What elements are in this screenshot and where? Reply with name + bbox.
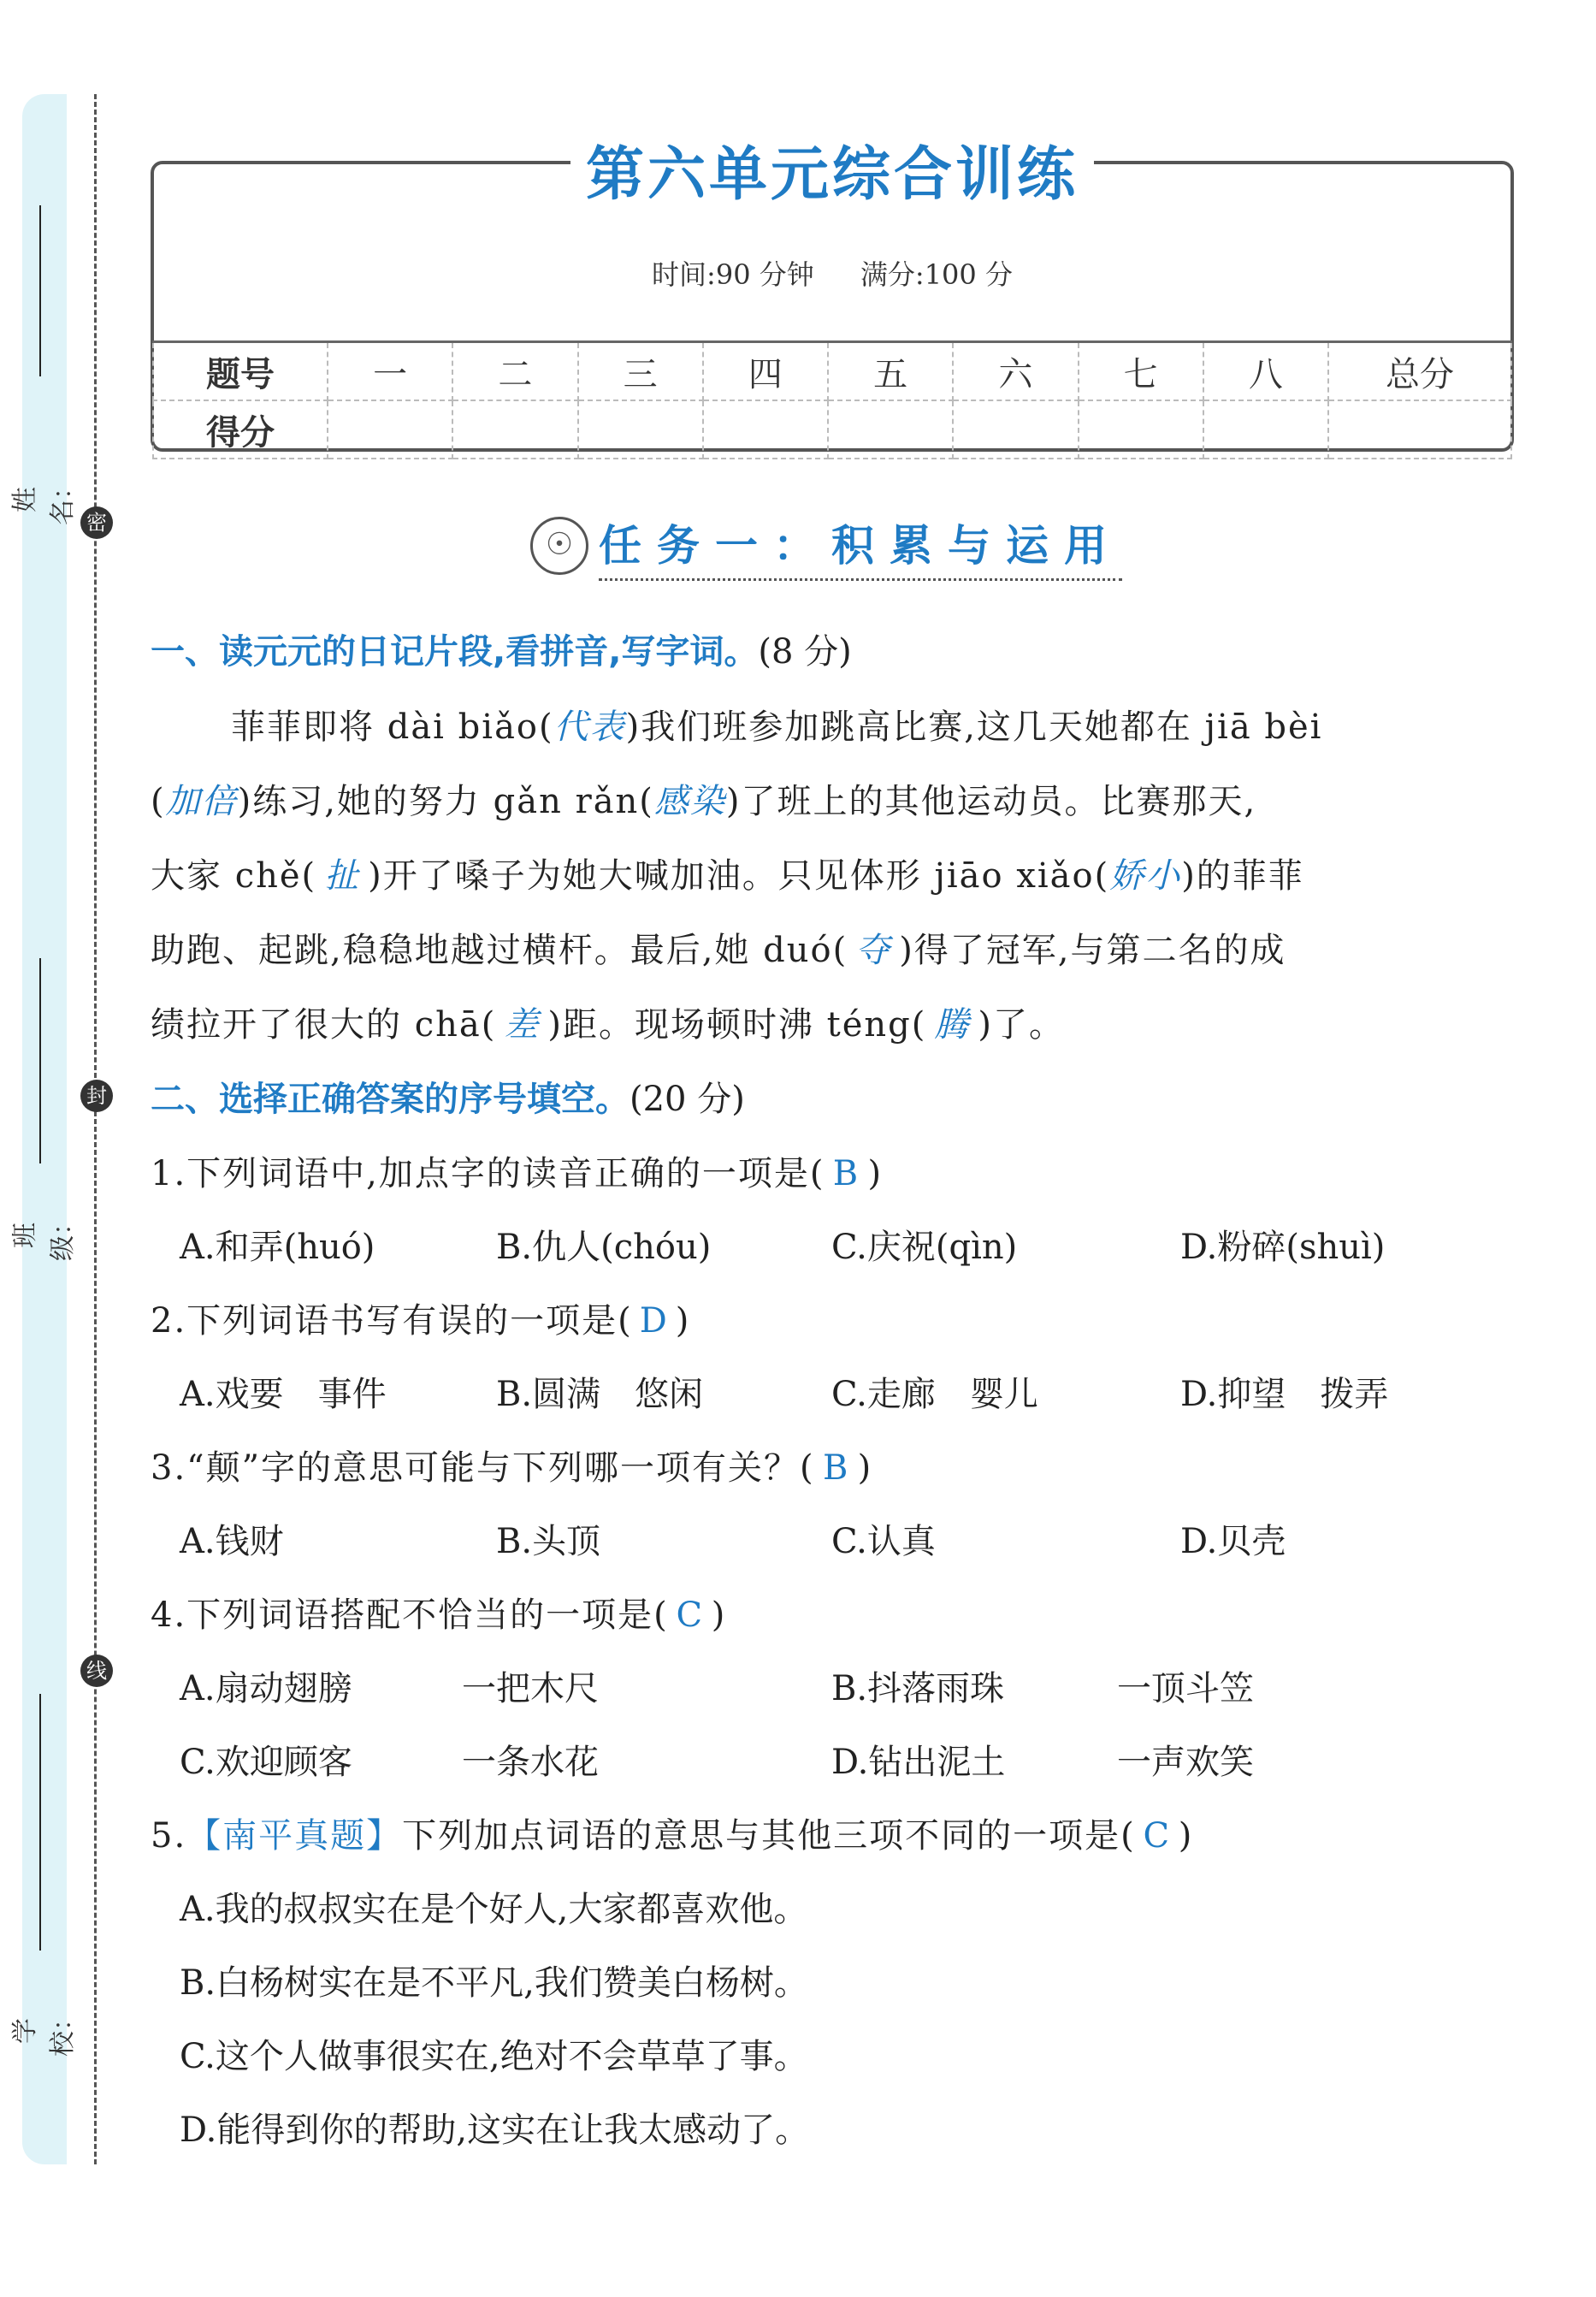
- q4-option-a: A.扇动翅膀: [180, 1669, 352, 1708]
- q2-option-a: A.戏要 事件: [180, 1375, 387, 1414]
- class-label: 班级：: [10, 1210, 78, 1261]
- full-score: 满分:100 分: [860, 258, 1013, 291]
- score-input-cell[interactable]: [828, 400, 953, 459]
- task-title: 任务一：积累与运用: [599, 512, 1122, 581]
- time-limit: 时间:90 分钟: [652, 258, 814, 291]
- answer-text: 加倍: [165, 782, 238, 821]
- table-cell: 三: [578, 342, 703, 401]
- q1-option-a: A.和弄(huó): [180, 1228, 375, 1267]
- q2-option-c: C.走廊 婴儿: [831, 1375, 1038, 1414]
- name-label: 姓名：: [10, 474, 78, 525]
- score-input-cell[interactable]: [953, 400, 1078, 459]
- q4-option-b: B.抖落雨珠: [831, 1669, 1005, 1708]
- q4-option-d2: 一声欢笑: [1117, 1743, 1254, 1782]
- section1-heading: 一、读元元的日记片段,看拼音,写字词。(8 分): [151, 632, 852, 672]
- q2-option-d: D.抑望 拨弄: [1180, 1375, 1389, 1414]
- s1-line-2: (加倍)练习,她的努力 gǎn rǎn(感染)了班上的其他运动员。比赛那天,: [151, 774, 1256, 823]
- margin-strip: [22, 94, 67, 2164]
- class-line: [39, 958, 41, 1163]
- score-table-header-row: [153, 342, 1511, 401]
- score-table-score-row: [153, 400, 1511, 459]
- q3-stem: 3.“颠”字的意思可能与下列哪一项有关？( B ): [151, 1448, 873, 1488]
- q1-option-d: D.粉碎(shuì): [1180, 1228, 1386, 1267]
- seal-mi: 密: [80, 506, 113, 539]
- score-input-cell[interactable]: [703, 400, 828, 459]
- score-input-cell[interactable]: [578, 400, 703, 459]
- answer-text: 感染: [653, 782, 726, 821]
- table-cell: 八: [1203, 342, 1328, 401]
- answer-text: B: [822, 1448, 850, 1488]
- score-input-cell[interactable]: [1203, 400, 1328, 459]
- q5-option-b: B.白杨树实在是不平凡,我们赞美白杨树。: [180, 1963, 808, 2003]
- q3-option-c: C.认真: [831, 1522, 936, 1561]
- q5-stem: 5.【南平真题】下列加点词语的意思与其他三项不同的一项是( C ): [151, 1816, 1194, 1856]
- q1-option-c: C.庆祝(qìn): [831, 1228, 1018, 1267]
- q4-option-b2: 一顶斗笠: [1117, 1669, 1254, 1708]
- cut-line: [94, 94, 97, 2164]
- answer-text: C: [1143, 1816, 1172, 1856]
- q4-option-a2: 一把木尺: [462, 1669, 599, 1708]
- q2-option-b: B.圆满 悠闲: [496, 1375, 704, 1414]
- table-cell: 题号: [153, 342, 328, 401]
- q4-option-c2: 一条水花: [462, 1743, 599, 1782]
- table-cell: 七: [1079, 342, 1203, 401]
- q5-option-c: C.这个人做事很实在,绝对不会草草了事。: [180, 2037, 808, 2076]
- q5-option-d: D.能得到你的帮助,这实在让我太感动了。: [180, 2111, 810, 2150]
- answer-text: 扯: [324, 856, 361, 896]
- score-input-cell[interactable]: [1079, 400, 1203, 459]
- school-line: [39, 1694, 41, 1951]
- answer-text: 夺: [855, 931, 892, 970]
- q4-option-d: D.钻出泥土: [831, 1743, 1006, 1782]
- time-info: [0, 253, 1596, 293]
- q5-option-a: A.我的叔叔实在是个好人,大家都喜欢他。: [180, 1890, 808, 1929]
- q4-option-c: C.欢迎顾客: [180, 1743, 352, 1782]
- q3-option-b: B.头顶: [496, 1522, 601, 1561]
- answer-text: B: [832, 1154, 860, 1193]
- table-cell: 四: [703, 342, 828, 401]
- answer-text: D: [639, 1301, 669, 1341]
- answer-text: 腾: [934, 1005, 971, 1045]
- q1-stem: 1.下列词语中,加点字的读音正确的一项是( B ): [151, 1154, 884, 1193]
- task-heading: [530, 512, 1122, 580]
- q3-option-d: D.贝壳: [1180, 1522, 1286, 1561]
- table-cell: 六: [953, 342, 1078, 401]
- seal-xian: 线: [80, 1655, 113, 1687]
- table-cell: 二: [452, 342, 577, 401]
- page-title: 第六单元综合训练: [0, 128, 1596, 211]
- s1-line-3: 大家 chě( 扯 )开了嗓子为她大喊加油。只见体形 jiāo xiǎo(娇小)的菲菲: [151, 849, 1304, 897]
- table-cell: 总分: [1328, 342, 1511, 401]
- answer-text: 娇小: [1109, 856, 1182, 896]
- table-cell: 得分: [153, 400, 328, 459]
- score-input-cell[interactable]: [452, 400, 577, 459]
- score-table: [152, 340, 1512, 459]
- q2-stem: 2.下列词语书写有误的一项是( D ): [151, 1301, 691, 1341]
- s1-line-4: 助跑、起跳,稳稳地越过横杆。最后,她 duó( 夺 )得了冠军,与第二名的成: [151, 923, 1286, 972]
- score-input-cell[interactable]: [328, 400, 452, 459]
- q4-stem: 4.下列词语搭配不恰当的一项是( C ): [151, 1595, 727, 1635]
- score-input-cell[interactable]: [1328, 400, 1511, 459]
- section2-heading: 二、选择正确答案的序号填空。(20 分): [151, 1080, 745, 1119]
- q3-option-a: A.钱财: [180, 1522, 284, 1561]
- answer-text: 代表: [553, 707, 626, 747]
- table-cell: 五: [828, 342, 953, 401]
- s1-line-5: 绩拉开了很大的 chā( 差 )距。现场顿时沸 téng( 腾 )了。: [151, 998, 1065, 1046]
- table-cell: 一: [328, 342, 452, 401]
- source-tag: 【南平真题】: [186, 1816, 403, 1856]
- school-label: 学校：: [10, 2005, 78, 2057]
- telescope-icon: ☉: [530, 517, 588, 575]
- q1-option-b: B.仇人(chóu): [496, 1228, 712, 1267]
- s1-line-1: 菲菲即将 dài biǎo(代表)我们班参加跳高比赛,这几天她都在 jiā bèi: [231, 700, 1322, 749]
- answer-text: C: [676, 1595, 705, 1635]
- seal-feng: 封: [80, 1080, 113, 1112]
- answer-text: 差: [504, 1005, 541, 1045]
